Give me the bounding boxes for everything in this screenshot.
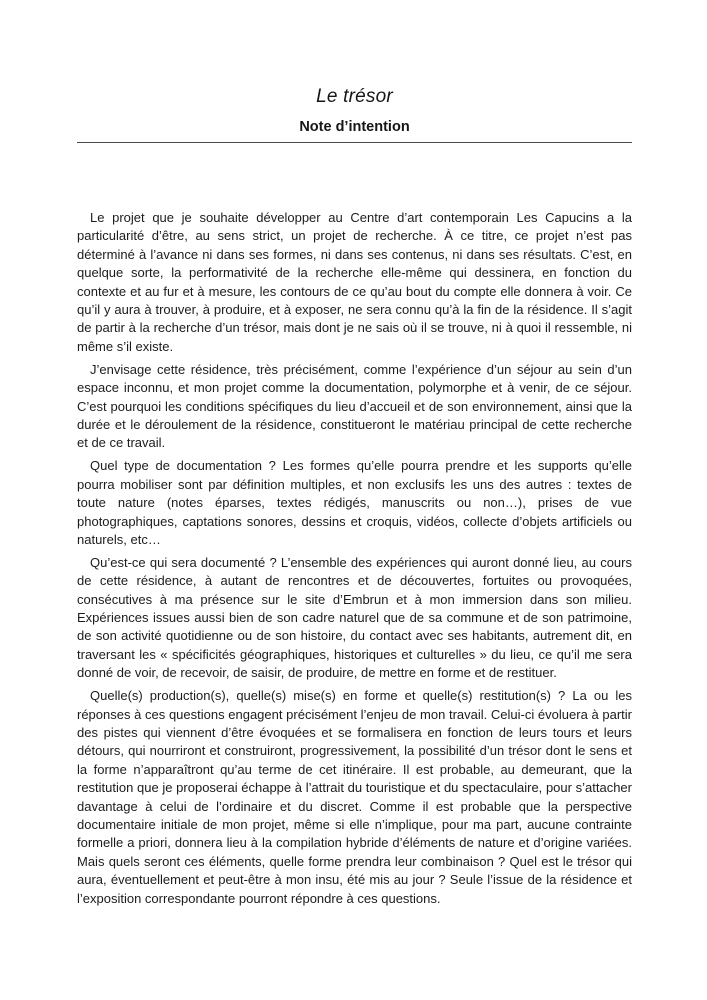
header-divider <box>77 142 632 143</box>
document-header <box>77 86 632 135</box>
paragraph-quoi-documente: Qu’est-ce qui sera documenté ? L’ensemble des expériences qui auront donné lieu, au cours de cette résidence, à autant de rencontres et de découvertes, fortuites ou provoquées, consécutives à ma présence sur le site d’Embrun et à mon immersion dans son milieu. Expériences issues aussi bien de son cadre naturel que de sa commune et de son patrimoine, de son activité quotidienne ou de son histoire, du contact avec ses habitants, autrement dit, en traversant les « spécificités géographiques, historiques et culturelles » du lieu, ce qu’il me sera donné de voir, de recevoir, de saisir, de produire, de mettre en forme et de restituer. <box>77 554 632 681</box>
paragraph-production-restitution: Quelle(s) production(s), quelle(s) mise(s) en forme et quelle(s) restitution(s) ? La ou les réponses à ces questions engagent précisément l’enjeu de mon travail. Celui-ci évoluera à partir des pistes qui viennent d’être évoquées et se formalisera en fonction de leurs tours et leurs détours, qui nourriront et construiront, progressivement, la possibilité d’un trésor dont le sens et la forme n’apparaîtront qu’au terme de cet itinéraire. Il est probable, au demeurant, que la restitution que je proposerai échappe à l’attrait du touristique et du spectaculaire, pour s’attacher davantage à celui de l’ordinaire et du discret. Comme il est probable que la perspective documentaire initiale de mon projet, même si elle n’implique, pour ma part, aucune contrainte formelle a priori, donnera lieu à la compilation hybride d’éléments de nature et d’origine variées. Mais quels seront ces éléments, quelle forme prendra leur combinaison ? Quel est le trésor qui aura, éventuellement et peut-être à mon insu, été mis au jour ? Seule l’issue de la résidence et l’exposition correspondante pourront répondre à ces questions. <box>77 688 632 906</box>
paragraph-residence: J’envisage cette résidence, très précisément, comme l’expérience d’un séjour au sein d’un espace inconnu, et mon projet comme la documentation, polymorphe et à venir, de ce séjour. C’est pourquoi les conditions spécifiques du lieu d’accueil et de son environnement, ainsi que la durée et le déroulement de la résidence, constitueront le matériau principal de cette recherche et de ce travail. <box>77 361 632 451</box>
paragraph-intro: Le projet que je souhaite développer au Centre d’art contemporain Les Capucins a la particularité d’être, au sens strict, un projet de recherche. À ce titre, ce projet n’est pas déterminé à l’avance ni dans ses formes, ni dans ses contenus, ni dans ses résultats. C’est, en quelque sorte, la performativité de la recherche elle-même qui dessinera, en fonction du contexte et au fur et à mesure, les contours de ce qu’au bout du compte elle donnera à voir. Ce qu’il y aura à trouver, à produire, et à exposer, ne sera connu qu’à la fin de la résidence. Il s’agit de partir à la recherche d’un trésor, mais dont je ne sais où il se trouve, ni à quoi il ressemble, ni même s’il existe. <box>77 210 632 354</box>
document-subtitle: Note d’intention <box>299 119 410 135</box>
document-body <box>77 209 632 908</box>
paragraph-type-documentation: Quel type de documentation ? Les formes qu’elle pourra prendre et les supports qu’elle pourra mobiliser sont par définition multiples, et non exclusifs les uns des autres : textes de toute nature (notes éparses, textes rédigés, manuscrits ou non…), prises de vue photographiques, captations sonores, dessins et croquis, vidéos, collecte d’objets artificiels ou naturels, etc… <box>77 458 632 547</box>
document-title: Le trésor <box>316 86 393 107</box>
